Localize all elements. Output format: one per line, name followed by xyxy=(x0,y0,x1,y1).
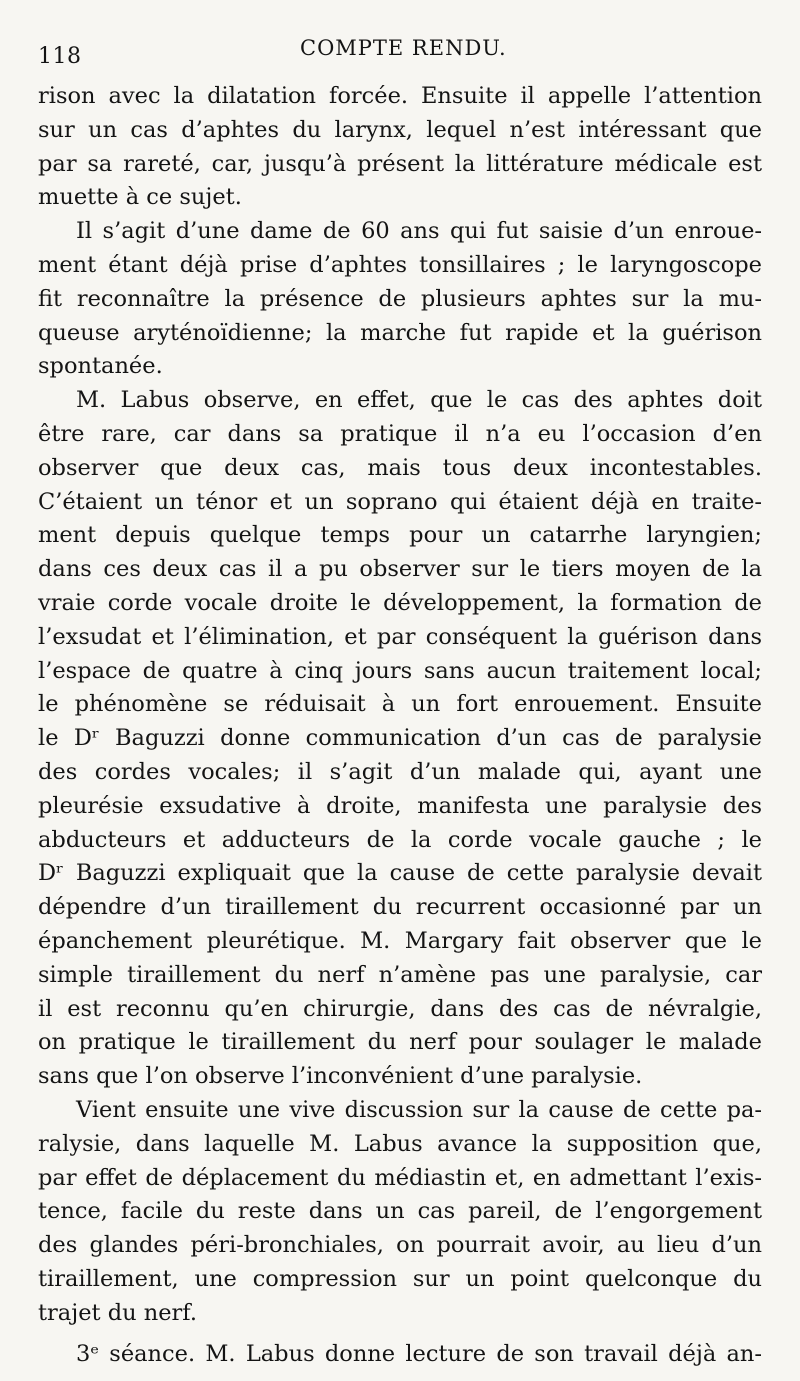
text-line: Il s’agit d’une dame de 60 ans qui fut saisie d’un enroue- xyxy=(76,218,762,245)
page-number: 118 xyxy=(38,44,82,69)
text-line: ralysie, dans laquelle M. Labus avance la supposition que, xyxy=(38,1130,762,1157)
text-line: dans ces deux cas il a pu observer sur le tiers moyen de la xyxy=(38,556,762,583)
text-line: ment étant déjà prise d’aphtes tonsillaires ; le laryngoscope xyxy=(38,251,762,278)
text-line: dépendre d’un tiraillement du recurrent occasionné par un xyxy=(38,894,762,921)
paragraph xyxy=(38,1338,762,1372)
text-line: ment depuis quelque temps pour un catarrhe laryngien; xyxy=(38,522,762,549)
text-line: rison avec la dilatation forcée. Ensuite il appelle l’attention xyxy=(38,83,762,109)
text-line: queuse aryténoïdienne; la marche fut rapide et la guérison xyxy=(38,319,762,346)
text-line: tence, facile du reste dans un cas pareil, de l’engorgement xyxy=(38,1198,762,1225)
text-line: sans que l’on observe l’inconvénient d’une paralysie. xyxy=(38,1063,643,1090)
text-line: le phénomène se réduisait à un fort enrouement. Ensuite xyxy=(38,691,762,718)
text-line: par effet de déplacement du médiastin et, en admettant l’exis- xyxy=(38,1164,762,1191)
text-line: tiraillement, une compression sur un point quelconque du xyxy=(38,1265,762,1292)
text-line: par sa rareté, car, jusqu’à présent la littérature médicale est xyxy=(38,150,762,177)
text-line: épanchement pleurétique. M. Margary fait observer que le xyxy=(38,927,762,954)
text-line: spontanée. xyxy=(38,353,163,380)
text-line: le Dʳ Baguzzi donne communication d’un cas de paralysie xyxy=(38,725,762,752)
text-line: fit reconnaître la présence de plusieurs aphtes sur la mu- xyxy=(38,285,762,312)
text-line: des glandes péri-bronchiales, on pourrait avoir, au lieu d’un xyxy=(38,1232,762,1259)
text-line: C’étaient un ténor et un soprano qui étaient déjà en traite- xyxy=(38,488,762,515)
body-text xyxy=(38,80,762,1372)
text-line: vraie corde vocale droite le développement, la formation de xyxy=(38,589,762,616)
text-line: Dʳ Baguzzi expliquait que la cause de cette paralysie devait xyxy=(38,860,762,887)
paragraph xyxy=(38,384,762,1094)
text-line: l’exsudat et l’élimination, et par conséquent la guérison dans xyxy=(38,623,762,650)
text-line: on pratique le tiraillement du nerf pour soulager le malade xyxy=(38,1029,762,1056)
text-line: observer que deux cas, mais tous deux incontestables. xyxy=(38,454,762,481)
text-line: pleurésie exsudative à droite, manifesta une paralysie des xyxy=(38,792,762,819)
text-line: M. Labus observe, en effet, que le cas des aphtes doit xyxy=(76,387,762,414)
text-line: abducteurs et adducteurs de la corde vocale gauche ; le xyxy=(38,826,762,853)
text-line: être rare, car dans sa pratique il n’a eu l’occasion d’en xyxy=(38,420,762,447)
running-title: COMPTE RENDU. xyxy=(300,36,507,60)
paragraph xyxy=(38,1094,762,1331)
text-line: trajet du nerf. xyxy=(38,1299,197,1326)
text-line: Vient ensuite une vive discussion sur la cause de cette pa- xyxy=(76,1096,762,1123)
text-line: des cordes vocales; il s’agit d’un malade qui, ayant une xyxy=(38,758,762,785)
text-line: simple tiraillement du nerf n’amène pas une paralysie, car xyxy=(38,961,762,988)
text-line: l’espace de quatre à cinq jours sans aucun traitement local; xyxy=(38,657,762,684)
text-line: sur un cas d’aphtes du larynx, lequel n’est intéressant que xyxy=(38,116,762,143)
text-line: muette à ce sujet. xyxy=(38,184,242,211)
text-line: il est reconnu qu’en chirurgie, dans des cas de névralgie, xyxy=(38,995,762,1022)
paragraph xyxy=(38,80,762,215)
paragraph xyxy=(38,215,762,384)
page-header xyxy=(38,30,762,70)
text-line: 3ᵉ séance. M. Labus donne lecture de son travail déjà an- xyxy=(76,1341,762,1368)
